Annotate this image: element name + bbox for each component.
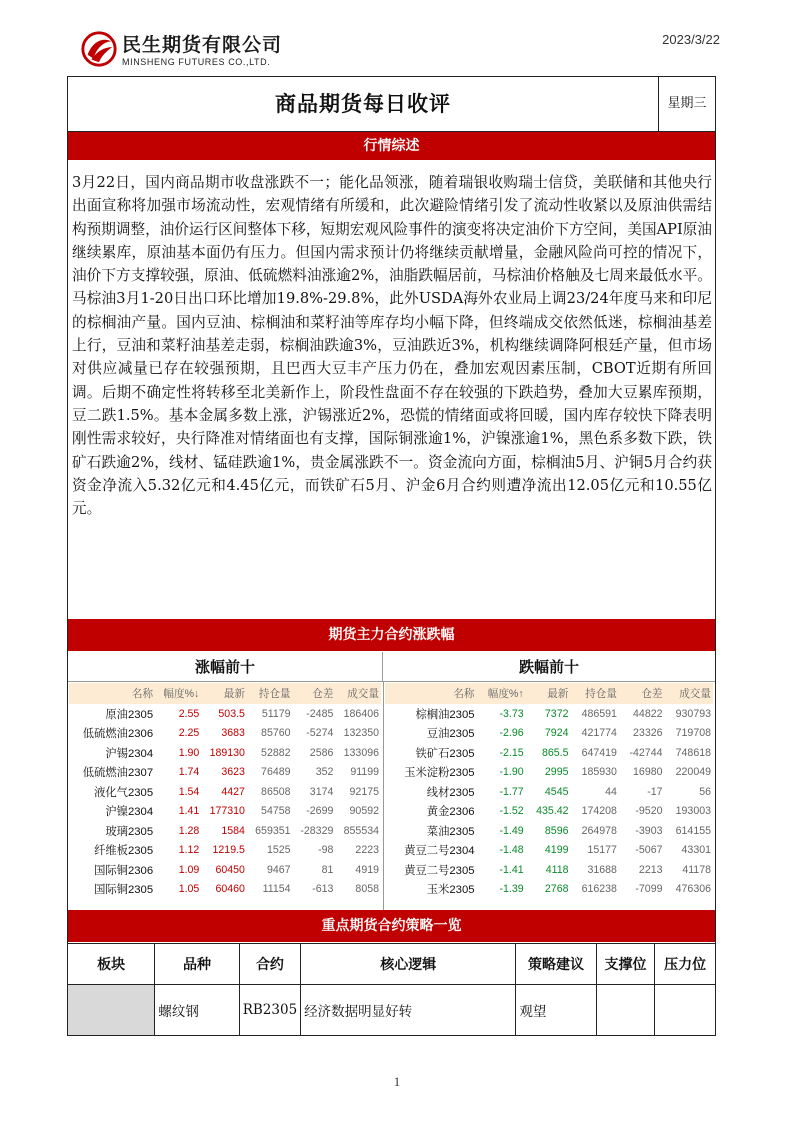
oi-change-cell: -9520 (635, 805, 663, 818)
strategy-header-row (68, 944, 716, 985)
strategy-col-core-logic: 核心逻辑 (301, 944, 516, 985)
section-strategy-header: 重点期货合约策略一览 (68, 910, 715, 942)
open-interest-cell: 185930 (581, 766, 617, 779)
last-price-cell: 865.5 (541, 746, 569, 759)
losers-col-contract-name: 名称 (385, 683, 477, 704)
volume-cell: 476306 (675, 883, 711, 896)
oi-change-cell: -17 (647, 785, 663, 798)
open-interest-cell: 659351 (255, 824, 291, 837)
open-interest-cell: 1525 (266, 844, 291, 857)
strategy-sector-cell (68, 985, 155, 1036)
last-price-cell: 1584 (221, 824, 245, 837)
volume-cell: 4919 (355, 863, 379, 876)
strategy-resistance-cell (655, 985, 716, 1036)
change-pct-cell: -1.52 (499, 805, 524, 818)
volume-cell: 90592 (349, 805, 379, 818)
last-price-cell: 503.5 (218, 707, 245, 720)
change-pct-cell: -1.48 (499, 844, 524, 857)
last-price-cell: 3683 (221, 727, 245, 740)
last-price-cell: 4118 (545, 863, 569, 876)
strategy-support-cell (596, 985, 655, 1036)
company-name-en: MINSHENG FUTURES CO.,LTD. (122, 57, 271, 67)
open-interest-cell: 421774 (581, 727, 617, 740)
volume-cell: 930793 (675, 707, 711, 720)
volume-cell: 91199 (350, 766, 379, 779)
change-pct-cell: 1.12 (178, 844, 200, 857)
contract-name-cell: 沪锡2304 (105, 747, 154, 760)
gainers-col-oi-change: 仓差 (293, 683, 336, 704)
change-pct-cell: 1.90 (178, 746, 200, 759)
volume-cell: 41178 (682, 863, 711, 876)
open-interest-cell: 486591 (581, 707, 617, 720)
change-pct-cell: -1.77 (499, 785, 524, 798)
open-interest-cell: 85760 (261, 727, 291, 740)
table-row (69, 782, 381, 802)
table-row (385, 763, 713, 783)
contract-name-cell: 玉米淀粉2305 (404, 767, 475, 780)
table-row (69, 860, 381, 880)
contract-name-cell: 国际铜2306 (94, 864, 154, 877)
table-row (69, 821, 381, 841)
oi-change-cell: 2586 (309, 746, 334, 759)
table-row (385, 860, 713, 880)
losers-col-volume: 成交量 (665, 683, 714, 704)
change-pct-cell: -1.41 (499, 863, 524, 876)
table-divider (383, 682, 384, 910)
section-movers-header: 期货主力合约涨跌幅 (68, 619, 715, 651)
oi-change-cell: 44822 (633, 707, 663, 720)
last-price-cell: 177310 (209, 805, 245, 818)
open-interest-cell: 52882 (261, 746, 291, 759)
last-price-cell: 2995 (544, 766, 569, 779)
oi-change-cell: -2699 (306, 805, 334, 818)
contract-name-cell: 国际铜2305 (94, 884, 154, 897)
open-interest-cell: 54758 (261, 805, 291, 818)
strategy-contract-cell: RB2305 (239, 985, 300, 1036)
open-interest-cell: 264978 (581, 824, 617, 837)
contract-name-cell: 黄金2306 (426, 806, 475, 819)
last-price-cell: 2768 (544, 883, 569, 896)
gainers-header-row (69, 683, 381, 704)
last-price-cell: 60450 (215, 863, 245, 876)
last-price-cell: 1219.5 (212, 844, 245, 857)
gainers-col-last-price: 最新 (201, 683, 247, 704)
section-overview-header: 行情综述 (68, 132, 715, 160)
last-price-cell: 189130 (209, 746, 245, 759)
open-interest-cell: 174208 (581, 805, 617, 818)
table-row (385, 743, 713, 763)
losers-heading: 跌幅前十 (383, 652, 715, 682)
strategy-col-resistance: 压力位 (655, 944, 716, 985)
losers-col-change-pct: 幅度%↑ (477, 683, 526, 704)
oi-change-cell: 81 (321, 863, 334, 876)
strategy-table (67, 943, 716, 1036)
strategy-variety-cell: 螺纹钢 (155, 985, 239, 1036)
company-logo-icon (80, 30, 118, 68)
gainers-heading: 涨幅前十 (68, 652, 383, 682)
table-row (69, 841, 381, 861)
oi-change-cell: -613 (312, 883, 334, 896)
table-row (385, 782, 713, 802)
weekday-label: 星期三 (658, 77, 715, 131)
volume-cell: 719708 (675, 727, 711, 740)
strategy-col-sector: 板块 (68, 944, 155, 985)
oi-change-cell: -7099 (635, 883, 663, 896)
table-row (385, 724, 713, 744)
table-row (69, 763, 381, 783)
table-row (385, 841, 713, 861)
contract-name-cell: 低硫燃油2307 (82, 767, 154, 780)
volume-cell: 186406 (343, 707, 379, 720)
gainers-col-contract-name: 名称 (69, 683, 155, 704)
open-interest-cell: 76489 (261, 766, 291, 779)
contract-name-cell: 纤维板2305 (94, 845, 154, 858)
contract-name-cell: 黄豆二号2304 (404, 845, 475, 858)
oi-change-cell: 2213 (638, 863, 663, 876)
change-pct-cell: 1.09 (178, 863, 200, 876)
change-pct-cell: 1.05 (178, 883, 200, 896)
volume-cell: 56 (699, 785, 711, 798)
oi-change-cell: -2485 (306, 707, 334, 720)
company-name-cn: 民生期货有限公司 (122, 34, 283, 56)
change-pct-cell: -1.49 (499, 824, 524, 837)
last-price-cell: 3623 (221, 766, 245, 779)
contract-name-cell: 菜油2305 (426, 825, 475, 838)
open-interest-cell: 647419 (581, 746, 617, 759)
contract-name-cell: 沪镍2304 (105, 806, 154, 819)
change-pct-cell: 1.74 (178, 766, 200, 779)
open-interest-cell: 31688 (587, 863, 617, 876)
change-pct-cell: 1.41 (178, 805, 200, 818)
oi-change-cell: -98 (318, 844, 334, 857)
strategy-suggestion-cell: 观望 (516, 985, 596, 1036)
table-row (385, 821, 713, 841)
title-row (68, 77, 715, 132)
oi-change-cell: 23326 (633, 727, 663, 740)
contract-name-cell: 原油2305 (105, 708, 154, 721)
gainers-table (69, 683, 381, 899)
change-pct-cell: 2.55 (178, 707, 200, 720)
contract-name-cell: 玉米2305 (426, 884, 475, 897)
table-row (69, 704, 381, 724)
strategy-col-suggestion: 策略建议 (516, 944, 596, 985)
losers-header-row (385, 683, 713, 704)
volume-cell: 2223 (355, 844, 379, 857)
last-price-cell: 7924 (544, 727, 569, 740)
open-interest-cell: 11154 (262, 883, 291, 896)
contract-name-cell: 低硫燃油2306 (82, 728, 154, 741)
gainers-col-volume: 成交量 (335, 683, 381, 704)
gainers-col-open-interest: 持仓量 (247, 683, 293, 704)
losers-col-open-interest: 持仓量 (570, 683, 618, 704)
contract-name-cell: 黄豆二号2305 (404, 864, 475, 877)
table-row (68, 985, 716, 1036)
change-pct-cell: 1.28 (178, 824, 200, 837)
oi-change-cell: -28329 (300, 824, 334, 837)
change-pct-cell: -2.96 (499, 727, 524, 740)
contract-name-cell: 线材2305 (426, 786, 475, 799)
open-interest-cell: 9467 (266, 863, 291, 876)
oi-change-cell: -3903 (635, 824, 663, 837)
volume-cell: 614155 (675, 824, 711, 837)
table-row (69, 802, 381, 822)
report-frame (67, 76, 716, 983)
change-pct-cell: 2.25 (178, 727, 200, 740)
report-title: 商品期货每日收评 (275, 92, 451, 116)
volume-cell: 92175 (349, 785, 379, 798)
contract-name-cell: 液化气2305 (94, 786, 154, 799)
last-price-cell: 4545 (544, 785, 569, 798)
contract-name-cell: 铁矿石2305 (415, 747, 475, 760)
last-price-cell: 8596 (544, 824, 569, 837)
last-price-cell: 7372 (544, 707, 569, 720)
oi-change-cell: 352 (315, 766, 334, 779)
oi-change-cell: -5067 (635, 844, 663, 857)
oi-change-cell: -5274 (306, 727, 334, 740)
last-price-cell: 60460 (215, 883, 245, 896)
oi-change-cell: -42744 (629, 746, 663, 759)
report-date: 2023/3/22 (662, 32, 720, 47)
oi-change-cell: 3174 (309, 785, 334, 798)
page-header (68, 26, 728, 74)
change-pct-cell: -3.73 (499, 707, 524, 720)
page-number: 1 (393, 1074, 401, 1089)
change-pct-cell: 1.54 (178, 785, 200, 798)
volume-cell: 748618 (675, 746, 711, 759)
contract-name-cell: 豆油2305 (426, 728, 475, 741)
volume-cell: 193003 (675, 805, 711, 818)
table-row (69, 743, 381, 763)
losers-table (385, 683, 713, 899)
change-pct-cell: -1.39 (499, 883, 524, 896)
losers-col-last-price: 最新 (526, 683, 571, 704)
strategy-col-variety: 品种 (155, 944, 239, 985)
table-row (69, 880, 381, 900)
volume-cell: 8058 (355, 883, 379, 896)
table-row (385, 704, 713, 724)
volume-cell: 132350 (343, 727, 379, 740)
volume-cell: 220049 (675, 766, 711, 779)
contract-name-cell: 玻璃2305 (105, 825, 154, 838)
open-interest-cell: 86508 (261, 785, 291, 798)
volume-cell: 43301 (681, 844, 711, 857)
last-price-cell: 4199 (544, 844, 569, 857)
last-price-cell: 4427 (221, 785, 245, 798)
strategy-core-logic-cell: 经济数据明显好转 (301, 985, 516, 1036)
open-interest-cell: 15177 (587, 844, 617, 857)
contract-name-cell: 棕榈油2305 (415, 708, 475, 721)
volume-cell: 133096 (343, 746, 379, 759)
open-interest-cell: 616238 (581, 883, 617, 896)
last-price-cell: 435.42 (536, 805, 569, 818)
open-interest-cell: 44 (605, 785, 617, 798)
volume-cell: 855534 (343, 824, 379, 837)
table-row (385, 802, 713, 822)
open-interest-cell: 51179 (261, 707, 291, 720)
change-pct-cell: -1.90 (499, 766, 524, 779)
change-pct-cell: -2.15 (499, 746, 524, 759)
oi-change-cell: 16980 (633, 766, 663, 779)
market-summary-text: 3月22日，国内商品期市收盘涨跌不一；能化品领涨，随着瑞银收购瑞士信贷，美联储和其他央行出面宣称将加强市场流动性，宏观情绪有所缓和，此次避险情绪引发了流动性收紧以及原油供需结构预期调整，油价运行区间整体下移，短期宏观风险事件的演变将决定油价下方空间，美国API原油继续累库，原油基本面仍有压力。但国内需求预计仍将继续贡献增量，金融风险尚可控的情况下，油价下方支撑较强，原油、低硫燃料油涨逾2%，油脂跌幅居前，马棕油价格触及七周来最低水平。马棕油3月1-20日出口环比增加19.8%-29.8%，此外USDA海外农业局上调23/24年度马来和印尼的棕榈油产量。国内豆油、棕榈油和菜籽油等库存均小幅下降，但终端成交依然低迷，棕榈油基差上行，豆油和菜籽油基差走弱，棕榈油跌逾3%，豆油跌近3%，机构继续调降阿根廷产量，但市场对供应减量已存在较强预期，且巴西大豆丰产压力仍在，叠加宏观因素压制，CBOT近期有所回调。后期不确定性将转移至北美新作上，阶段性盘面不存在较强的下跌趋势，叠加大豆累库预期，豆二跌1.5%。基本金属多数上涨，沪锡涨近2%，恐慌的情绪面或将回暖，国内库存较快下降表明刚性需求较好，央行降准对情绪面也有支撑，国际铜涨逾1%，沪镍涨逾1%，黑色系多数下跌，铁矿石跌逾2%，线材、锰硅跌逾1%，贵金属涨跌不一。资金流向方面，棕榈油5月、沪铜5月合约获资金净流入5.32亿元和4.45亿元，而铁矿石5月、沪金6月合约则遭净流出12.05亿元和10.55亿元。 (72, 174, 712, 518)
losers-col-oi-change: 仓差 (619, 683, 665, 704)
table-row (69, 724, 381, 744)
strategy-col-contract: 合约 (239, 944, 300, 985)
strategy-col-support: 支撑位 (596, 944, 655, 985)
table-row (385, 880, 713, 900)
gainers-col-change-pct: 幅度%↓ (155, 683, 201, 704)
